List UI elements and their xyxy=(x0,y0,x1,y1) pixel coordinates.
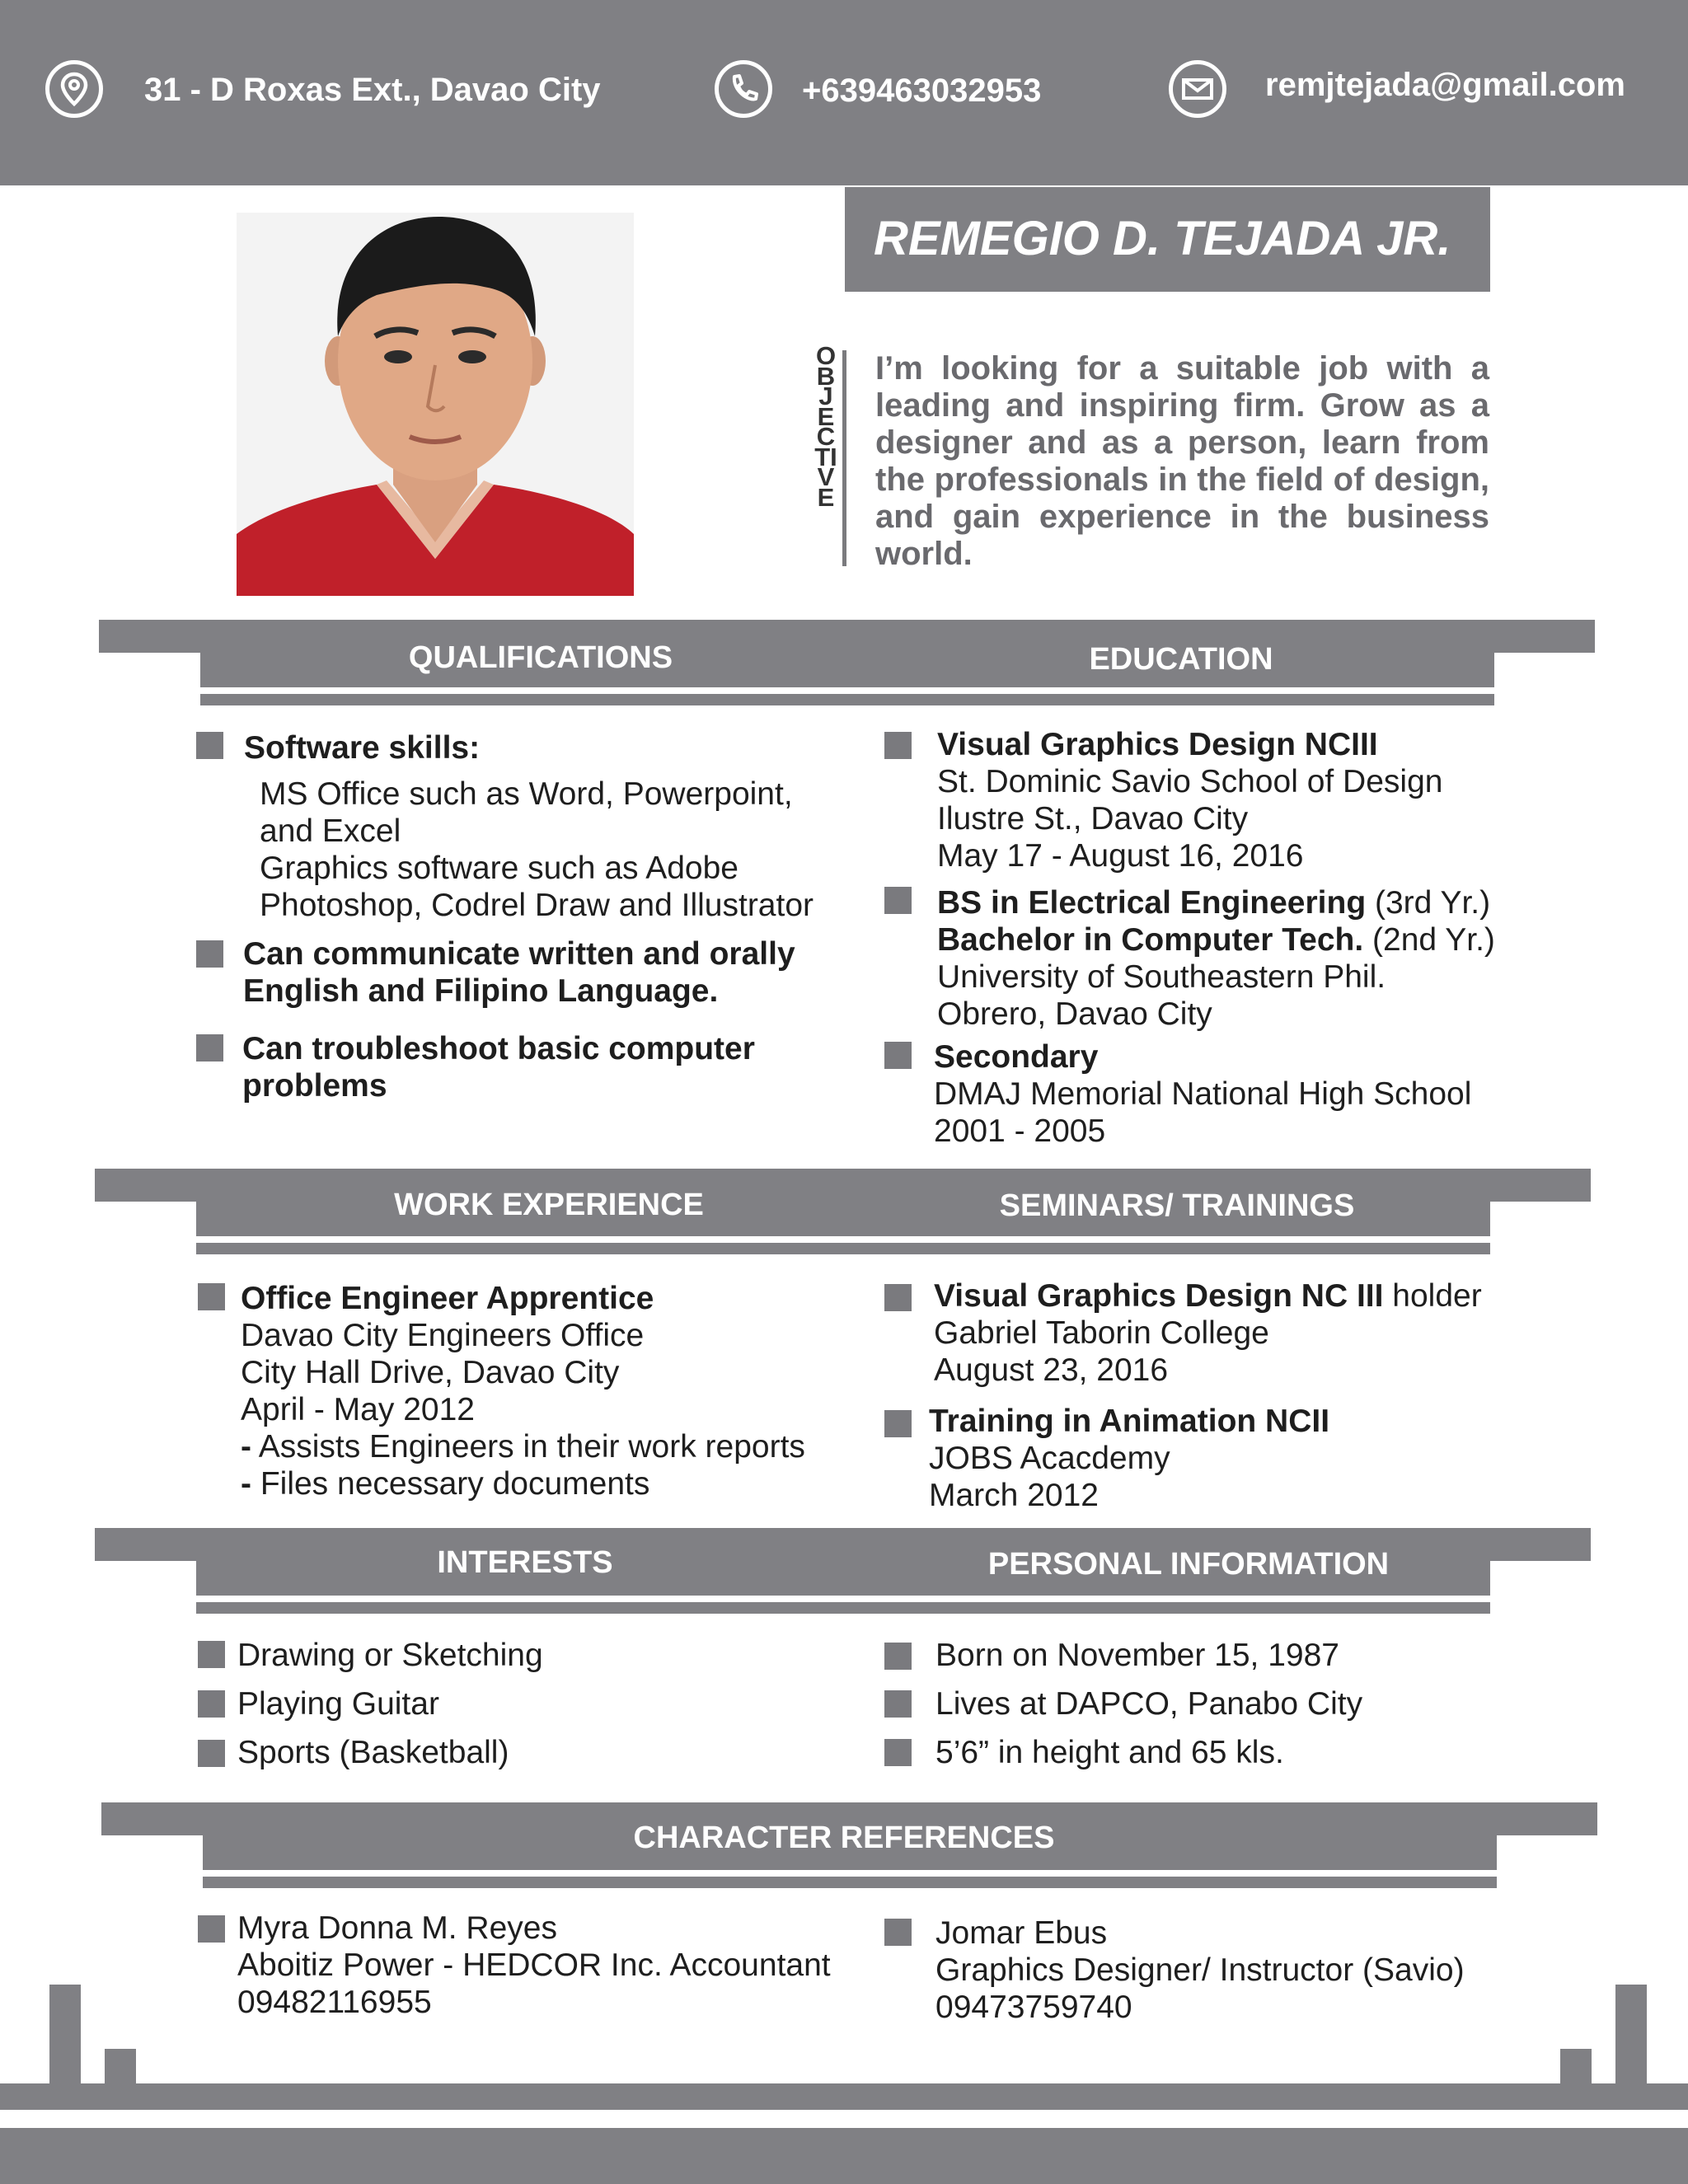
contact-email[interactable]: remjtejada@gmail.com xyxy=(1265,67,1625,103)
communicate-line: English and Filipino Language. xyxy=(243,973,719,1009)
seminar-1-row xyxy=(934,1277,1482,1315)
education-2-note-1: (3rd Yr.) xyxy=(1366,885,1491,921)
section-band-underline xyxy=(203,1877,1497,1888)
heading-education: EDUCATION xyxy=(1089,642,1273,677)
objective-divider xyxy=(842,350,846,566)
seminar-1-title: Visual Graphics Design NC III xyxy=(934,1278,1384,1314)
software-line: Graphics software such as Adobe xyxy=(260,851,738,886)
bullet-square xyxy=(196,940,223,968)
education-3-title: Secondary xyxy=(934,1039,1099,1075)
duty-dash: - xyxy=(241,1429,251,1465)
bullet-square xyxy=(884,732,912,759)
heading-interests: INTERESTS xyxy=(437,1545,613,1580)
software-skills-title: Software skills: xyxy=(244,730,481,766)
seminar-1-line: August 23, 2016 xyxy=(934,1352,1169,1388)
work-duty xyxy=(241,1465,649,1502)
bullet-square xyxy=(884,887,912,914)
bullet-square xyxy=(198,1740,225,1767)
heading-work-experience: WORK EXPERIENCE xyxy=(394,1188,704,1222)
reference-2-name: Jomar Ebus xyxy=(935,1915,1108,1951)
duty-text: Files necessary documents xyxy=(260,1466,650,1502)
personal-item: Born on November 15, 1987 xyxy=(935,1638,1339,1673)
bullet-square xyxy=(196,732,223,759)
section-band-underline xyxy=(200,694,1494,705)
section-band-underline xyxy=(196,1243,1490,1254)
education-2-line: University of Southeastern Phil. xyxy=(937,959,1386,995)
reference-2-role: Graphics Designer/ Instructor (Savio) xyxy=(935,1952,1465,1988)
objective-label: OBJECTIVE xyxy=(814,341,837,512)
education-3-line: DMAJ Memorial National High School xyxy=(934,1076,1472,1112)
reference-2-phone: 09473759740 xyxy=(935,1990,1132,2025)
seminar-2-line: JOBS Acacdemy xyxy=(929,1441,1170,1476)
decor-pillar xyxy=(49,1985,81,2092)
phone-icon xyxy=(715,60,772,118)
seminar-1-line: Gabriel Taborin College xyxy=(934,1315,1269,1351)
bullet-square xyxy=(884,1739,912,1766)
section-band-underline xyxy=(196,1602,1490,1614)
duty-dash: - xyxy=(241,1466,251,1502)
interest-item: Playing Guitar xyxy=(237,1686,439,1722)
troubleshoot-line: problems xyxy=(242,1068,387,1104)
contact-address: 31 - D Roxas Ext., Davao City xyxy=(144,72,601,108)
footer-bar xyxy=(0,2128,1688,2184)
bullet-square xyxy=(884,1284,912,1311)
communicate-line: Can communicate written and orally xyxy=(243,936,795,972)
seminar-2-line: March 2012 xyxy=(929,1478,1099,1513)
heading-personal-information: PERSONAL INFORMATION xyxy=(987,1547,1390,1582)
seminar-1-note: holder xyxy=(1383,1278,1482,1314)
bullet-square xyxy=(198,1641,225,1668)
software-line: and Excel xyxy=(260,813,401,849)
interest-item: Drawing or Sketching xyxy=(237,1638,543,1673)
bullet-square xyxy=(884,1690,912,1718)
bullet-square xyxy=(884,1042,912,1069)
bullet-square xyxy=(884,1410,912,1437)
heading-character-references: CHARACTER REFERENCES xyxy=(633,1821,1055,1855)
education-3-line: 2001 - 2005 xyxy=(934,1113,1106,1149)
envelope-icon xyxy=(1169,60,1226,118)
decor-pillar xyxy=(1615,1985,1647,2092)
personal-item: Lives at DAPCO, Panabo City xyxy=(935,1686,1363,1722)
bullet-square xyxy=(198,1915,225,1943)
heading-seminars: SEMINARS/ TRAININGS xyxy=(999,1188,1355,1223)
work-line: Davao City Engineers Office xyxy=(241,1318,645,1353)
work-title: Office Engineer Apprentice xyxy=(241,1281,654,1316)
heading-qualifications: QUALIFICATIONS xyxy=(408,640,673,675)
seminar-2-title: Training in Animation NCII xyxy=(929,1404,1330,1439)
bullet-square xyxy=(196,1034,223,1062)
personal-item: 5’6” in height and 65 kls. xyxy=(935,1735,1284,1770)
duty-text: Assists Engineers in their work reports xyxy=(258,1429,805,1465)
education-2-row-1 xyxy=(937,884,1490,921)
education-2-note-2: (2nd Yr.) xyxy=(1363,922,1495,958)
education-2-title-2: Bachelor in Computer Tech. xyxy=(937,922,1364,958)
work-line: City Hall Drive, Davao City xyxy=(241,1355,620,1390)
education-2-row-2 xyxy=(937,921,1495,958)
software-line: MS Office such as Word, Powerpoint, xyxy=(260,776,793,812)
work-duty xyxy=(241,1428,805,1465)
education-1-line: May 17 - August 16, 2016 xyxy=(937,838,1304,874)
reference-1-name: Myra Donna M. Reyes xyxy=(237,1910,557,1946)
troubleshoot-line: Can troubleshoot basic computer xyxy=(242,1031,755,1066)
work-line: April - May 2012 xyxy=(241,1392,475,1427)
objective-text: I’m looking for a suitable job with a leading and inspiring firm. Grow as a designer and as a person, learn from the professionals in the field of design, and gain experience in the business world. xyxy=(875,350,1489,572)
full-name: REMEGIO D. TEJADA JR. xyxy=(874,212,1451,265)
interest-item: Sports (Basketball) xyxy=(237,1735,509,1770)
education-1-title: Visual Graphics Design NCIII xyxy=(937,727,1378,762)
software-line: Photoshop, Codrel Draw and Illustrator xyxy=(260,888,814,923)
bullet-square xyxy=(884,1643,912,1670)
bullet-square xyxy=(198,1283,225,1310)
bullet-square xyxy=(884,1919,912,1946)
education-2-line: Obrero, Davao City xyxy=(937,996,1212,1032)
profile-photo xyxy=(237,213,634,596)
education-1-line: St. Dominic Savio School of Design xyxy=(937,764,1443,799)
bottom-rule xyxy=(0,2083,1688,2110)
reference-1-role: Aboitiz Power - HEDCOR Inc. Accountant xyxy=(237,1947,831,1983)
bullet-square xyxy=(198,1690,225,1718)
contact-phone[interactable]: +639463032953 xyxy=(802,73,1042,109)
reference-1-phone: 09482116955 xyxy=(237,1985,432,2020)
location-pin-icon xyxy=(45,60,103,118)
education-2-title-1: BS in Electrical Engineering xyxy=(937,885,1367,921)
education-1-line: Ilustre St., Davao City xyxy=(937,801,1249,837)
